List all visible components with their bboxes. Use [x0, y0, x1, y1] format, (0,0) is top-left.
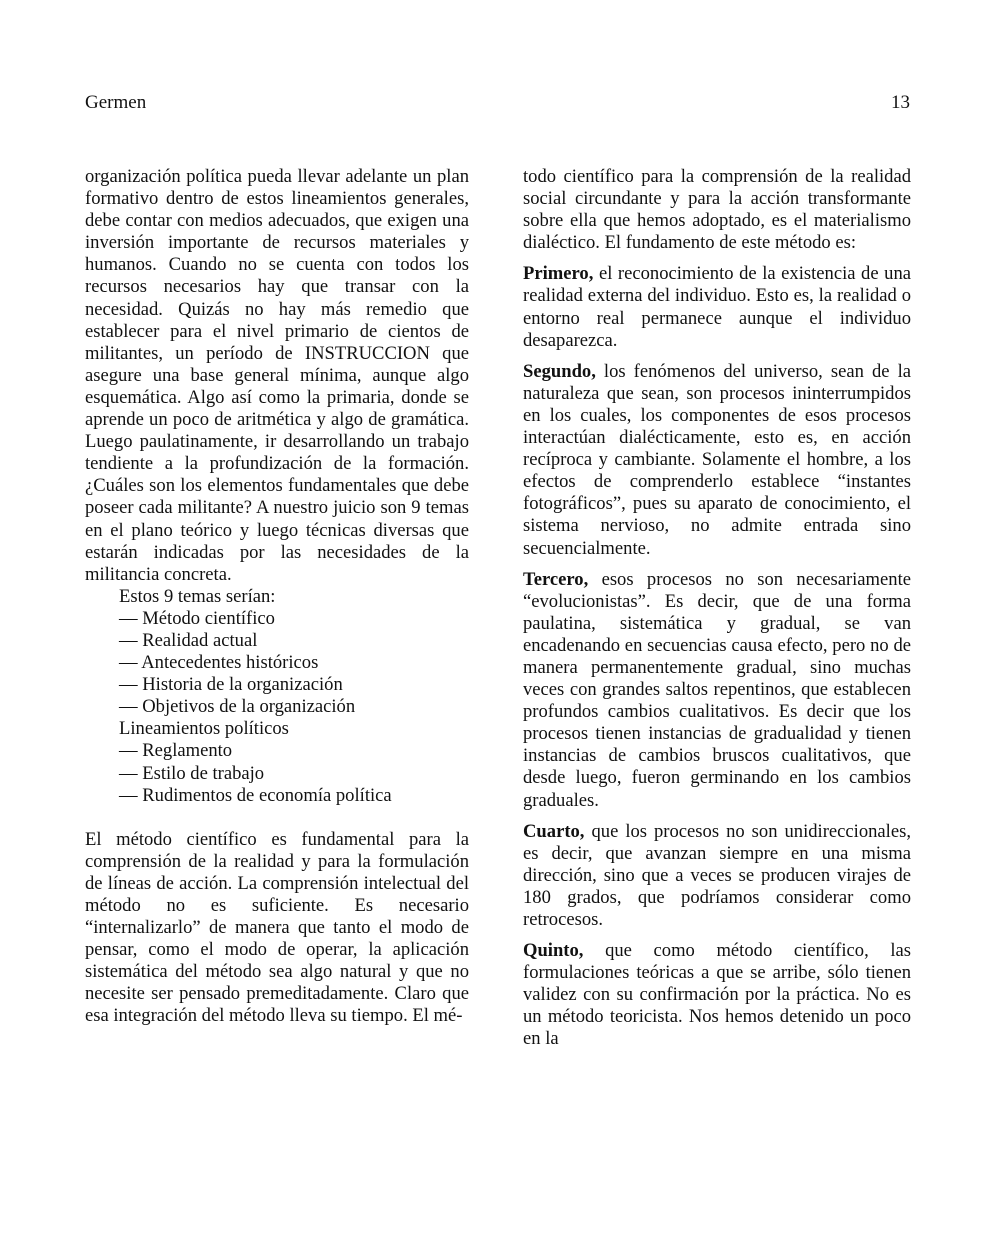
- point-quinto: [523, 940, 911, 1050]
- left-column: [85, 166, 469, 1028]
- left-paragraph-1: organización política pueda llevar adelante un plan formativo dentro de estos lineamientos generales, debe contar con medios adecuados, que exigen una inversión importante de recursos materiales y humanos. Cuando no se cuenta con todos los recursos necesarios hay que transar con la necesidad. Quizás no hay más remedio que establecer para el nivel primario de cientos de militantes, un período de INSTRUCCION que asegure una base general mínima, aunque algo esquemática. Algo así como la primaria, donde se aprende un poco de aritmética y algo de gramática. Luego paulatinamente, ir desarrollando un trabajo tendiente a la profundización de la formación. ¿Cuáles son los elementos fundamentales que debe poseer cada militante? A nuestro juicio son 9 temas en el plano teórico y luego técnicas diversas que estarán indicadas por las necesidades de la militancia concreta.: [85, 166, 469, 585]
- point-cuarto: [523, 821, 911, 931]
- topics-list-intro: Estos 9 temas serían:: [119, 585, 276, 607]
- point-term: Primero,: [523, 263, 594, 285]
- left-paragraph-2: El método científico es fundamental para la comprensión de la realidad y para la formulación de líneas de acción. La comprensión intelectual del método no es suficiente. Es necesario “internalizarlo” de manera que tanto el modo de pensar, como el modo de operar, la aplicación sistemática del método sea algo natural y que no necesite ser pensado premeditadamente. Claro que esa integración del método lleva su tiempo. El mé-: [85, 828, 469, 1027]
- topics-list-item: — Objetivos de la organización: [119, 696, 356, 718]
- point-term: Tercero,: [523, 568, 589, 590]
- topics-list-item: — Antecedentes históricos: [119, 652, 319, 674]
- point-term: Quinto,: [523, 940, 584, 962]
- point-tercero: [523, 569, 911, 812]
- point-primero: [523, 263, 911, 351]
- point-text: que como método científico, las formulaciones teóricas a que se arribe, sólo tienen validez con su confirmación por la práctica. No es un método teoricista. Nos hemos detenido un poco en la: [523, 940, 911, 1050]
- right-column: [523, 166, 911, 1051]
- point-text: esos procesos no son necesariamente “evolucionistas”. Es decir, que de una forma paulatina, sistemática y gradual, se van encadenando en secuencias causa efecto, pero no de manera permanentemente gradual, sino muchas veces con grandes saltos repentinos, que establecen profundos cambios cualitativos. Es decir que los procesos tienen instancias de gradualidad y tienen instancias de cambios bruscos cualitativos, que desde luego, fueron germinando en los cambios graduales.: [523, 568, 911, 811]
- page-number: 13: [891, 92, 910, 113]
- topics-list: [85, 608, 469, 807]
- topics-list-item: — Método científico: [119, 607, 275, 629]
- point-term: Cuarto,: [523, 820, 585, 842]
- point-segundo: [523, 361, 911, 560]
- topics-list-item: — Realidad actual: [119, 629, 258, 651]
- topics-list-item: — Rudimentos de economía política: [119, 784, 392, 806]
- right-paragraph-1: todo científico para la comprensión de la realidad social circundante y para la acción transformante sobre ella que hemos adoptado, es el materialismo dialéctico. El fundamento de este método es:: [523, 166, 911, 254]
- running-title: Germen: [85, 92, 147, 113]
- topics-list-item: — Reglamento: [119, 740, 233, 762]
- topics-list-item: — Estilo de trabajo: [119, 762, 265, 784]
- topics-list-item: Lineamientos políticos: [119, 718, 289, 740]
- point-text: que los procesos no son unidireccionales, es decir, que avanzan siempre en una misma dirección, sino que a veces se producen virajes de 180 grados, que podríamos considerar como retrocesos.: [523, 820, 911, 930]
- page-header: [85, 92, 910, 116]
- topics-list-item: — Historia de la organización: [119, 674, 343, 696]
- point-text: los fenómenos del universo, sean de la naturaleza que sean, son procesos ininterrumpidos en los cuales, los componentes de esos procesos interactúan dialécticamente, esto es, en acción recíproca y cambiante. Solamente el hombre, a los efectos de comprenderlo establece “instantes fotográficos”, pues su aparato de conocimiento, el sistema nervioso, no admite entrada sino secuencialmente.: [523, 360, 911, 559]
- point-term: Segundo,: [523, 360, 596, 382]
- point-text: el reconocimiento de la existencia de una realidad externa del individuo. Esto es, la realidad o entorno real permanece aunque el individuo desaparezca.: [523, 263, 911, 351]
